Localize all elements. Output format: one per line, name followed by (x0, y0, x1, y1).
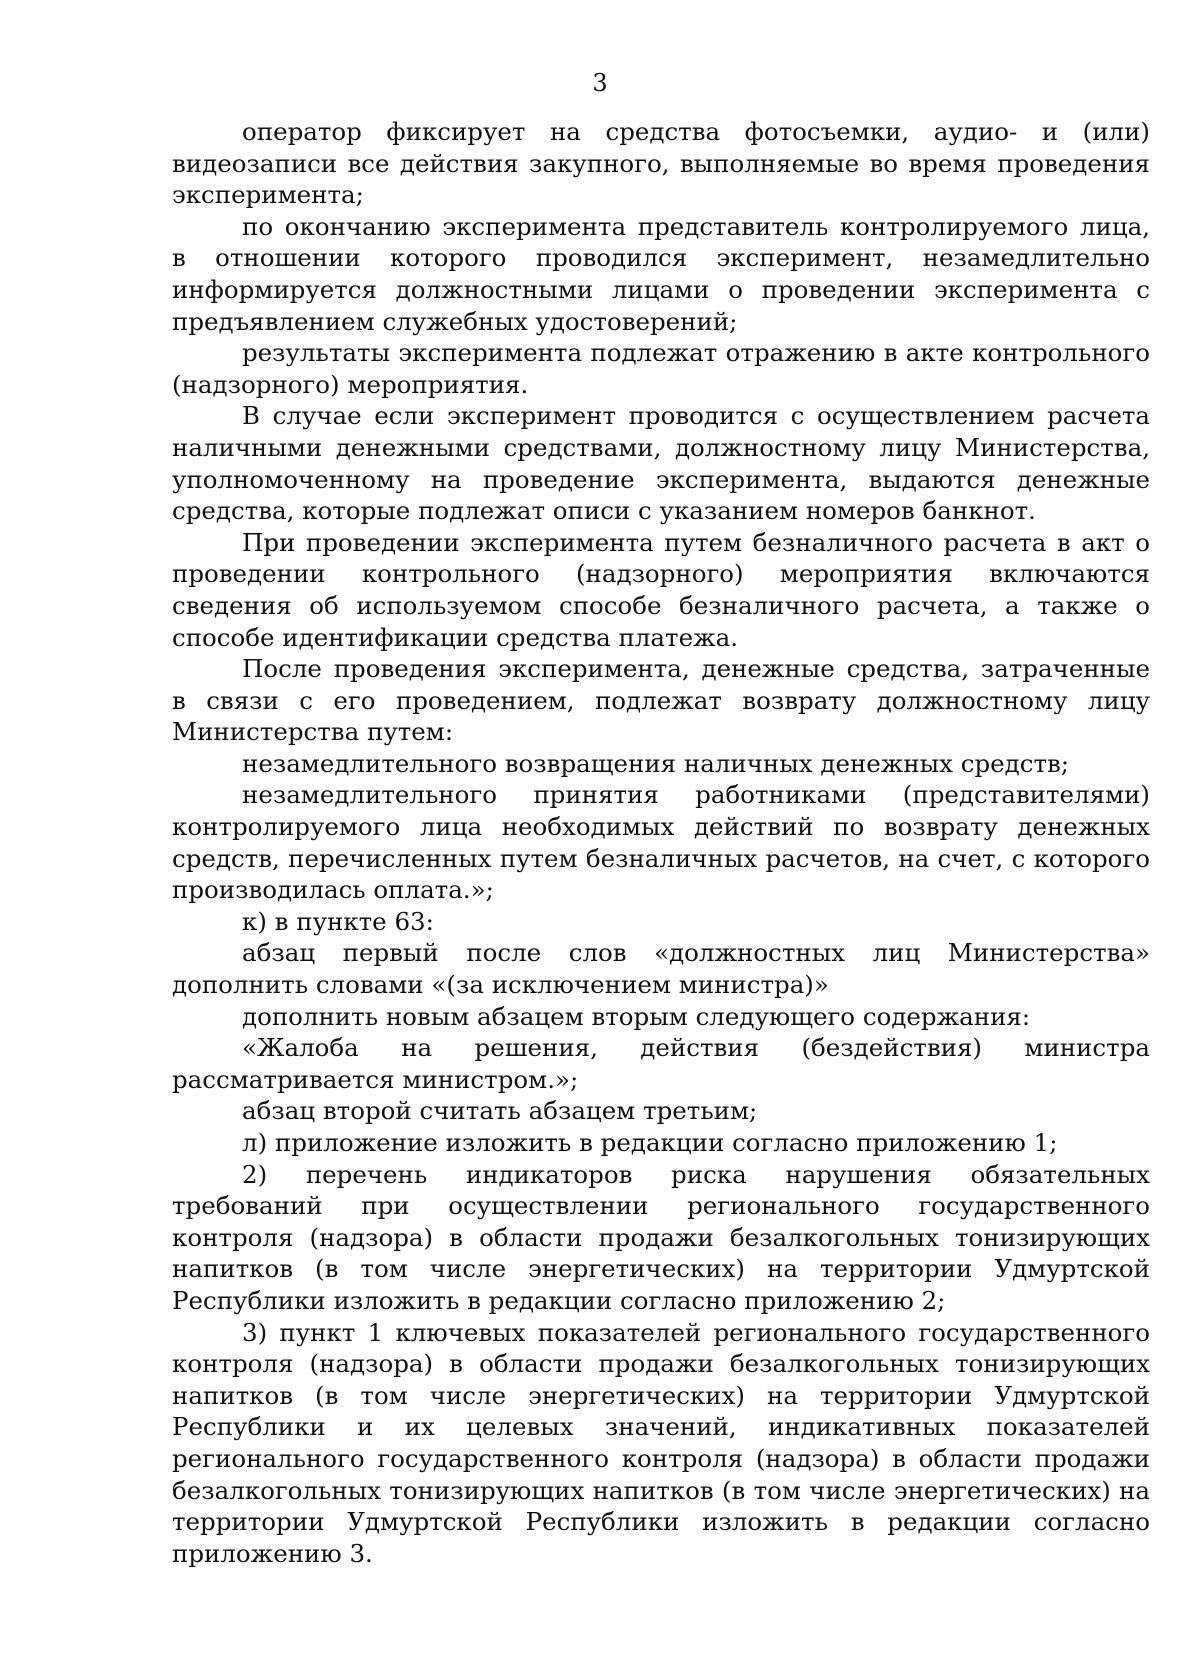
document-body (172, 116, 1150, 1569)
paragraph: При проведении эксперимента путем безналичного расчета в акт о проведении контрольного (надзорного) мероприятия включаются сведения об используемом способе безналичного расчета, а также о способе идентификации средства платежа. (172, 527, 1150, 652)
paragraph: «Жалоба на решения, действия (бездействия) министра рассматривается министром.»; (172, 1033, 1150, 1094)
paragraph: результаты эксперимента подлежат отражению в акте контрольного (надзорного) мероприятия. (172, 338, 1150, 399)
paragraph: к) в пункте 63: (242, 906, 434, 936)
paragraph: дополнить новым абзацем вторым следующего содержания: (242, 1001, 1031, 1031)
paragraph: по окончанию эксперимента представитель контролируемого лица, в отношении которого проводился эксперимент, незамедлительно информируется должностными лицами о проведении эксперимента с предъявлением служебных удостоверений; (172, 211, 1150, 336)
paragraph: незамедлительного возвращения наличных денежных средств; (242, 748, 1070, 778)
paragraph: В случае если эксперимент проводится с осуществлением расчета наличными денежными средствами, должностному лицу Министерства, уполномоченному на проведение эксперимента, выдаются денежные средства, которые подлежат описи с указанием номеров банкнот. (172, 401, 1150, 526)
paragraph: абзац второй считать абзацем третьим; (242, 1096, 758, 1126)
paragraph: 3) пункт 1 ключевых показателей регионального государственного контроля (надзора) в области продажи безалкогольных тонизирующих напитков (в том числе энергетических) на территории Удмуртской Республики и их целевых значений, индикативных показателей регионального государственного контроля (надзора) в области продажи безалкогольных тонизирующих напитков (в том числе энергетических) на территории Удмуртской Республики изложить в редакции согласно приложению 3. (172, 1317, 1150, 1568)
paragraph: абзац первый после слов «должностных лиц Министерства» дополнить словами «(за исключением министра)» (172, 938, 1150, 1000)
paragraph: незамедлительного принятия работниками (представителями) контролируемого лица необходимых действий по возврату денежных средств, перечисленных путем безналичных расчетов, на счет, с которого производилась оплата.»; (172, 780, 1150, 905)
paragraph: оператор фиксирует на средства фотосъемки, аудио- и (или) видеозаписи все действия закупного, выполняемые во время проведения эксперимента; (172, 117, 1150, 210)
paragraph: л) приложение изложить в редакции согласно приложению 1; (242, 1128, 1058, 1157)
paragraph: 2) перечень индикаторов риска нарушения обязательных требований при осуществлении регионального государственного контроля (надзора) в области продажи безалкогольных тонизирующих напитков (в том числе энергетических) на территории Удмуртской Республики изложить в редакции согласно приложению 2; (172, 1159, 1150, 1315)
page-number: 3 (592, 69, 608, 97)
paragraph: После проведения эксперимента, денежные средства, затраченные в связи с его проведением, подлежат возврату должностному лицу Министерства путем: (172, 654, 1150, 747)
